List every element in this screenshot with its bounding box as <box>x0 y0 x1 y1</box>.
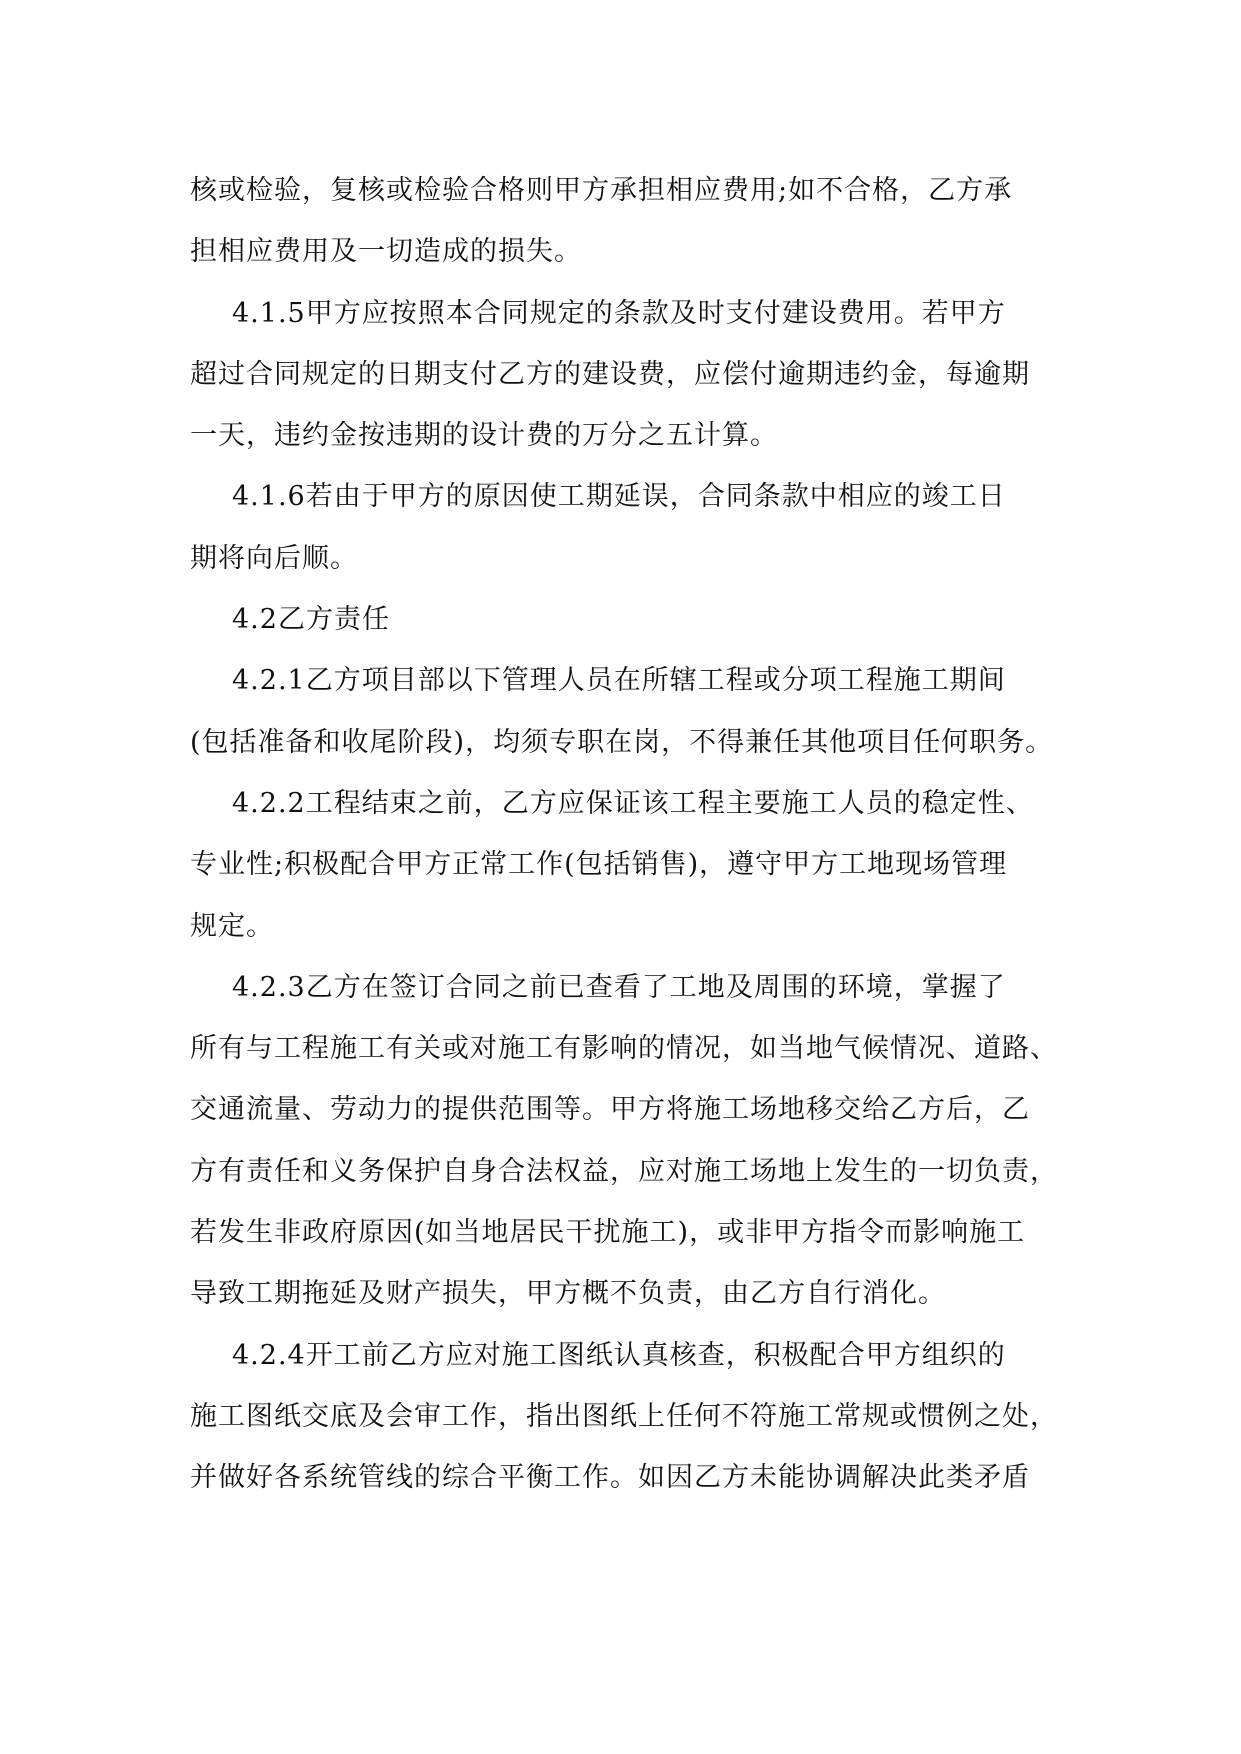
text-line: 4.1.5甲方应按照本合同规定的条款及时支付建设费用。若甲方 <box>232 297 1006 329</box>
text-line: 一天，违约金按违期的设计费的万分之五计算。 <box>190 420 778 452</box>
text-line: (包括准备和收尾阶段)，均须专职在岗，不得兼任其他项目任何职务。 <box>190 726 1054 758</box>
text-line: 担相应费用及一切造成的损失。 <box>190 236 582 268</box>
text-line: 期将向后顺。 <box>190 542 358 574</box>
text-line: 所有与工程施工有关或对施工有影响的情况，如当地气候情况、道路、 <box>190 1033 1058 1065</box>
text-line: 并做好各系统管线的综合平衡工作。如因乙方未能协调解决此类矛盾 <box>190 1462 1030 1494</box>
document-body <box>190 160 1070 1509</box>
text-line: 规定。 <box>190 910 274 942</box>
text-line: 交通流量、劳动力的提供范围等。甲方将施工场地移交给乙方后，乙 <box>190 1094 1030 1126</box>
text-line: 4.2.1乙方项目部以下管理人员在所辖工程或分项工程施工期间 <box>232 665 1006 697</box>
text-line: 4.1.6若由于甲方的原因使工期延误，合同条款中相应的竣工日 <box>232 481 1006 513</box>
text-line: 4.2乙方责任 <box>232 604 390 636</box>
text-line: 施工图纸交底及会审工作，指出图纸上任何不符施工常规或惯例之处， <box>190 1400 1058 1432</box>
text-line: 4.2.4开工前乙方应对施工图纸认真核查，积极配合甲方组织的 <box>232 1339 1006 1371</box>
text-line: 核或检验，复核或检验合格则甲方承担相应费用;如不合格，乙方承 <box>190 175 1013 206</box>
text-line: 若发生非政府原因(如当地居民干扰施工)，或非甲方指令而影响施工 <box>190 1217 1026 1249</box>
text-line: 超过合同规定的日期支付乙方的建设费，应偿付逾期违约金，每逾期 <box>190 358 1030 390</box>
text-line: 导致工期拖延及财产损失，甲方概不负责，由乙方自行消化。 <box>190 1278 946 1310</box>
text-line: 4.2.2工程结束之前，乙方应保证该工程主要施工人员的稳定性、 <box>232 787 1034 819</box>
text-line: 4.2.3乙方在签订合同之前已查看了工地及周围的环境，掌握了 <box>232 971 1006 1003</box>
text-line: 专业性;积极配合甲方正常工作(包括销售)，遵守甲方工地现场管理 <box>190 849 1008 881</box>
text-line: 方有责任和义务保护自身合法权益，应对施工场地上发生的一切负责， <box>190 1155 1058 1187</box>
